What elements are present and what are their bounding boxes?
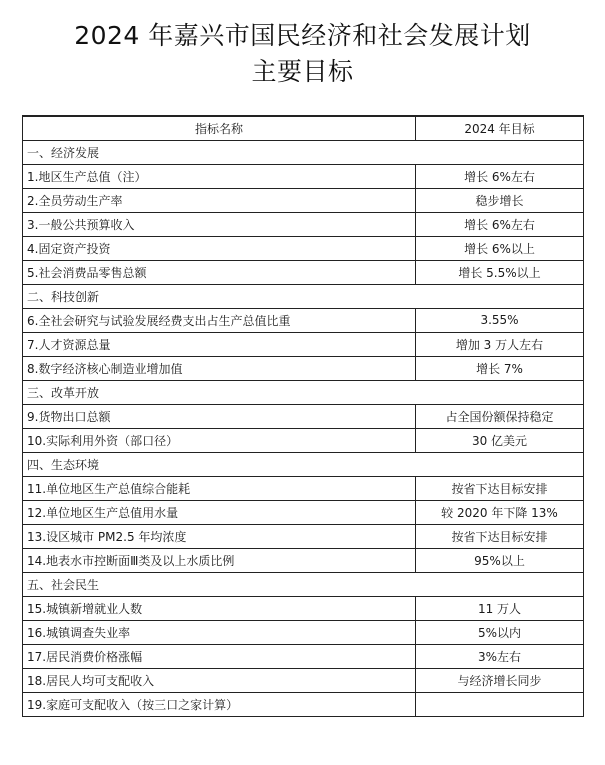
table-row xyxy=(23,620,584,644)
section-row xyxy=(23,572,584,596)
indicator-target: 稳步增长 xyxy=(416,188,584,212)
table-row xyxy=(23,524,584,548)
table-row xyxy=(23,236,584,260)
indicator-name: 4.固定资产投资 xyxy=(23,236,416,260)
table-body xyxy=(23,140,584,716)
indicator-name: 2.全员劳动生产率 xyxy=(23,188,416,212)
indicator-target: 占全国份额保持稳定 xyxy=(416,404,584,428)
indicator-name: 11.单位地区生产总值综合能耗 xyxy=(23,476,416,500)
section-label: 五、社会民生 xyxy=(23,572,584,596)
document-subtitle: 主要目标 xyxy=(251,57,354,86)
table-row xyxy=(23,596,584,620)
indicator-name: 9.货物出口总额 xyxy=(23,404,416,428)
section-row xyxy=(23,452,584,476)
section-row xyxy=(23,380,584,404)
table-row xyxy=(23,332,584,356)
indicator-target: 3%左右 xyxy=(416,644,584,668)
indicator-name: 1.地区生产总值（注） xyxy=(23,164,416,188)
indicator-target: 增长 6%左右 xyxy=(416,164,584,188)
indicator-target: 3.55% xyxy=(416,308,584,332)
indicator-target: 增加 3 万人左右 xyxy=(416,332,584,356)
indicator-target: 增长 7% xyxy=(416,356,584,380)
section-label: 四、生态环境 xyxy=(23,452,584,476)
indicator-name: 7.人才资源总量 xyxy=(23,332,416,356)
indicator-target: 11 万人 xyxy=(416,596,584,620)
indicator-target: 与经济增长同步 xyxy=(416,668,584,692)
indicator-name: 15.城镇新增就业人数 xyxy=(23,596,416,620)
indicator-target: 增长 6%以上 xyxy=(416,236,584,260)
indicator-name: 19.家庭可支配收入（按三口之家计算） xyxy=(23,692,416,716)
indicator-name: 13.设区城市 PM2.5 年均浓度 xyxy=(23,524,416,548)
indicator-target: 按省下达目标安排 xyxy=(416,476,584,500)
indicator-target: 较 2020 年下降 13% xyxy=(416,500,584,524)
indicator-name: 3.一般公共预算收入 xyxy=(23,212,416,236)
table-row xyxy=(23,404,584,428)
table-row xyxy=(23,164,584,188)
goals-table xyxy=(22,115,584,717)
table-row xyxy=(23,692,584,716)
indicator-name: 6.全社会研究与试验发展经费支出占生产总值比重 xyxy=(23,308,416,332)
indicator-name: 18.居民人均可支配收入 xyxy=(23,668,416,692)
table-header-row xyxy=(23,116,584,140)
indicator-target: 增长 5.5%以上 xyxy=(416,260,584,284)
table-row xyxy=(23,548,584,572)
indicator-target: 30 亿美元 xyxy=(416,428,584,452)
document-title: 2024 年嘉兴市国民经济和社会发展计划 xyxy=(74,21,531,50)
indicator-target xyxy=(416,692,584,716)
section-label: 二、科技创新 xyxy=(23,284,584,308)
table-row xyxy=(23,428,584,452)
section-row xyxy=(23,140,584,164)
indicator-name: 16.城镇调查失业率 xyxy=(23,620,416,644)
table-row xyxy=(23,308,584,332)
section-label: 一、经济发展 xyxy=(23,140,584,164)
table-row xyxy=(23,476,584,500)
table-row xyxy=(23,188,584,212)
indicator-target: 95%以上 xyxy=(416,548,584,572)
section-label: 三、改革开放 xyxy=(23,380,584,404)
indicator-name: 5.社会消费品零售总额 xyxy=(23,260,416,284)
indicator-name: 17.居民消费价格涨幅 xyxy=(23,644,416,668)
table-row xyxy=(23,260,584,284)
table-row xyxy=(23,212,584,236)
indicator-target: 增长 6%左右 xyxy=(416,212,584,236)
indicator-name: 12.单位地区生产总值用水量 xyxy=(23,500,416,524)
header-target: 2024 年目标 xyxy=(416,116,584,140)
header-indicator-name: 指标名称 xyxy=(23,116,416,140)
indicator-name: 14.地表水市控断面Ⅲ类及以上水质比例 xyxy=(23,548,416,572)
indicator-target: 5%以内 xyxy=(416,620,584,644)
table-row xyxy=(23,356,584,380)
indicator-name: 8.数字经济核心制造业增加值 xyxy=(23,356,416,380)
table-row xyxy=(23,668,584,692)
indicator-name: 10.实际利用外资（部口径） xyxy=(23,428,416,452)
table-row xyxy=(23,644,584,668)
table-row xyxy=(23,500,584,524)
indicator-target: 按省下达目标安排 xyxy=(416,524,584,548)
section-row xyxy=(23,284,584,308)
